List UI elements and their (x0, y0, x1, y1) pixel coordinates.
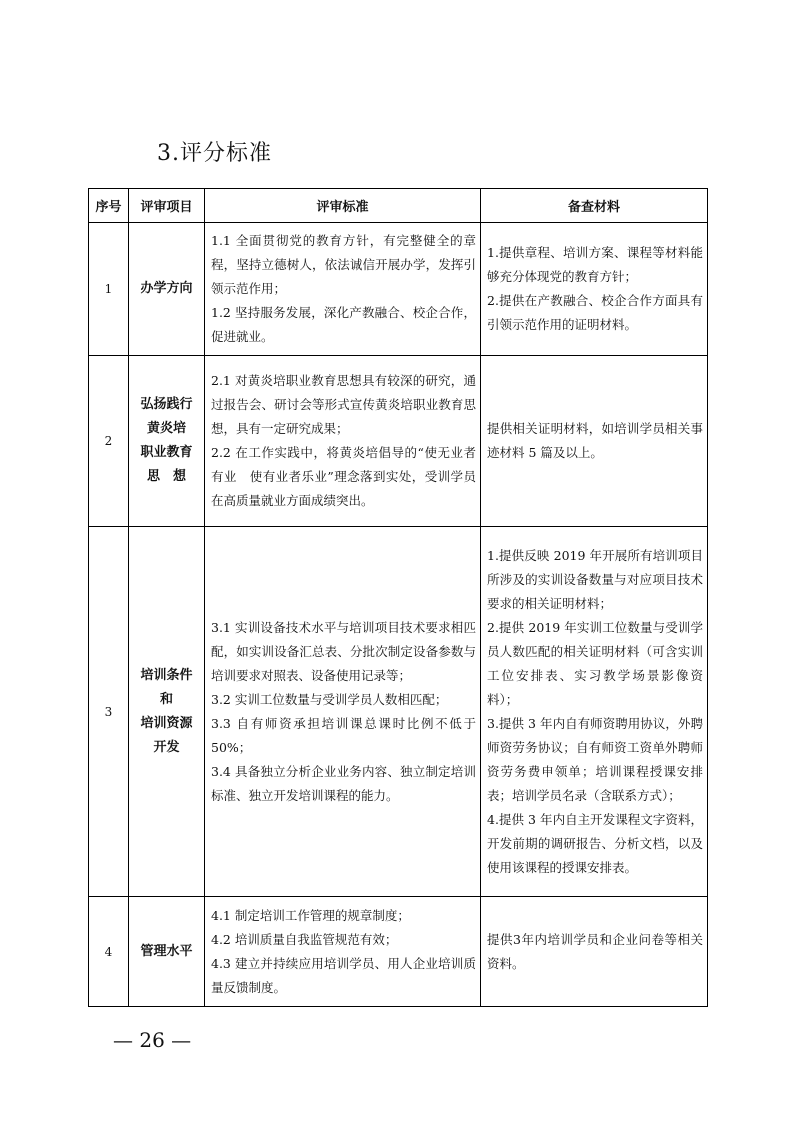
item-line: 思 想 (146, 469, 186, 484)
standard-clause: 3.4 具备独立分析企业业务内容、独立制定培训标准、独立开发培训课程的能力。 (211, 763, 476, 803)
row-seq: 3 (89, 527, 129, 897)
row-item (129, 356, 205, 527)
table-row (89, 223, 708, 356)
standard-clause: 4.1 制定培训工作管理的规章制度； (211, 907, 410, 923)
table-row (89, 527, 708, 897)
item-line: 管理水平 (140, 943, 193, 959)
material-entry: 1.提供反映 2019 年开展所有培训项目所涉及的实训设备数量与对应项目技术要求的相关证明材料； (487, 547, 703, 611)
material-entry: 4.提供 3 年内自主开发课程文字资料，开发前期的调研报告、分析文档，以及使用该课程的授课安排表。 (487, 811, 703, 875)
row-item (129, 223, 205, 356)
item-line: 弘扬践行 (140, 397, 193, 412)
header-materials: 备查材料 (481, 189, 708, 223)
standard-clause: 3.2 实训工位数量与受训学员人数相匹配； (211, 691, 448, 707)
item-line: 开发 (153, 739, 180, 755)
material-entry: 3.提供 3 年内自有师资聘用协议，外聘师资劳务协议；自有师资工资单外聘师资劳务费申领单；培训课程授课安排表；培训学员名录（含联系方式）； (487, 715, 703, 803)
page-number: — 26 — (113, 1028, 192, 1052)
header-item: 评审项目 (129, 189, 205, 223)
material-entry: 2.提供在产教融合、校企合作方面具有引领示范作用的证明材料。 (487, 293, 703, 332)
item-line: 培训资源 (140, 715, 193, 731)
item-line: 和 (159, 691, 173, 707)
row-standard (205, 356, 481, 527)
row-seq: 1 (89, 223, 129, 356)
standard-clause: 4.2 培训质量自我监管规范有效； (211, 931, 398, 947)
row-standard (205, 223, 481, 356)
standard-clause: 1.1 全面贯彻党的教育方针，有完整健全的章程，坚持立德树人，依法诚信开展办学，发挥引领示范作用； (211, 233, 476, 296)
row-materials (481, 356, 708, 527)
row-standard (205, 897, 481, 1007)
row-materials (481, 527, 708, 897)
row-item (129, 527, 205, 897)
item-line: 培训条件 (140, 667, 193, 683)
item-line: 职业教育 (140, 445, 193, 460)
standard-clause: 2.2 在工作实践中，将黄炎培倡导的“使无业者有业 使有业者乐业”理念落到实处，受训学员在高质量就业方面成绩突出。 (211, 445, 476, 508)
table-row (89, 356, 708, 527)
material-entry: 1.提供章程、培训方案、课程等材料能够充分体现党的教育方针； (487, 245, 703, 284)
row-seq: 2 (89, 356, 129, 527)
item-line: 办学方向 (140, 281, 193, 296)
material-entry: 2.提供 2019 年实训工位数量与受训学员人数匹配的相关证明材料（可含实训工位安排表、实习教学场景影像资料）； (487, 619, 703, 707)
header-seq: 序号 (89, 189, 129, 223)
header-standard: 评审标准 (205, 189, 481, 223)
row-standard (205, 527, 481, 897)
row-materials (481, 223, 708, 356)
material-entry: 提供3年内培训学员和企业问卷等相关资料。 (487, 931, 703, 971)
standard-clause: 2.1 对黄炎培职业教育思想具有较深的研究，通过报告会、研讨会等形式宣传黄炎培职业教育思想，具有一定研究成果； (211, 373, 476, 436)
row-seq: 4 (89, 897, 129, 1007)
material-entry: 提供相关证明材料，如培训学员相关事迹材料 5 篇及以上。 (487, 421, 703, 460)
standard-clause: 1.2 坚持服务发展，深化产教融合、校企合作，促进就业。 (211, 305, 476, 344)
item-line: 黄炎培 (146, 421, 186, 436)
standard-clause: 3.3 自有师资承担培训课总课时比例不低于 50%； (211, 715, 476, 755)
standard-clause: 4.3 建立并持续应用培训学员、用人企业培训质量反馈制度。 (211, 955, 476, 995)
evaluation-criteria-table (88, 188, 708, 1007)
row-item (129, 897, 205, 1007)
section-heading: 3.评分标准 (157, 141, 272, 166)
row-materials (481, 897, 708, 1007)
table-header-row (89, 189, 708, 223)
standard-clause: 3.1 实训设备技术水平与培训项目技术要求相匹配，如实训设备汇总表、分批次制定设备参数与培训要求对照表、设备使用记录等； (211, 619, 476, 683)
table-row (89, 897, 708, 1007)
